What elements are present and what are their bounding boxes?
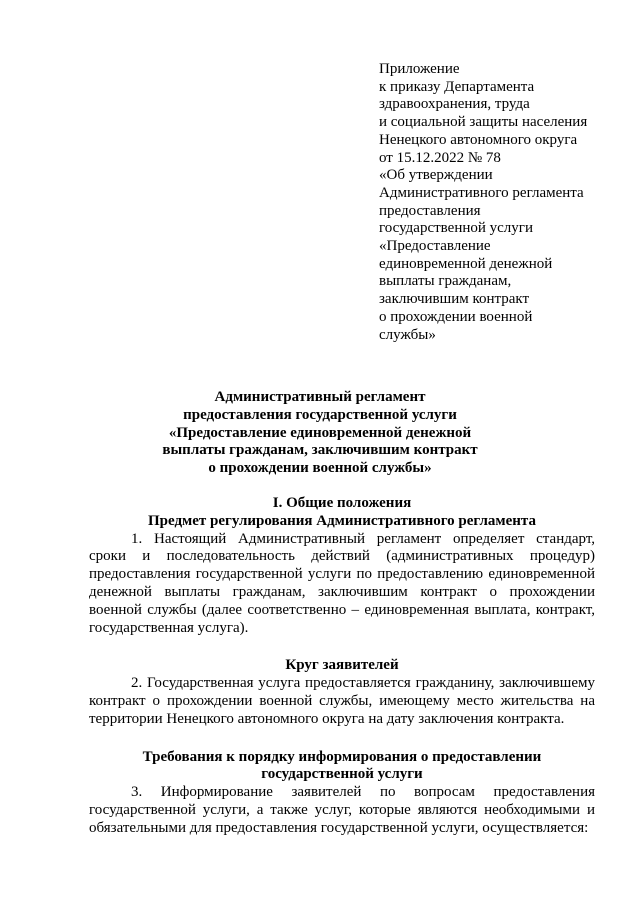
- informing-heading: [89, 749, 595, 785]
- section-subheading: Предмет регулирования Административного регламента: [148, 512, 536, 529]
- appendix-line: Приложение: [379, 61, 460, 77]
- appendix-line: здравоохранения, труда: [379, 96, 530, 113]
- appendix-line: единовременной денежной: [379, 255, 553, 272]
- document-title: [0, 389, 640, 478]
- appendix-line: выплаты гражданам,: [379, 273, 512, 290]
- appendix-line: государственной услуги: [379, 220, 533, 237]
- appendix-line: о прохождении военной: [379, 308, 533, 325]
- applicants-heading: Круг заявителей: [285, 657, 399, 674]
- title-line: выплаты гражданам, заключившим контракт: [162, 442, 478, 459]
- appendix-line: «Предоставление: [379, 238, 491, 255]
- title-line: Административный регламент: [214, 389, 426, 405]
- appendix-line: «Об утверждении: [379, 167, 493, 184]
- appendix-line: и социальной защиты населения: [379, 114, 588, 131]
- appendix-line: Административного регламента: [379, 184, 584, 201]
- appendix-block: [379, 61, 629, 344]
- appendix-line: к приказу Департамента: [379, 78, 535, 95]
- appendix-line: от 15.12.2022 № 78: [379, 149, 501, 166]
- document-body: [89, 495, 595, 838]
- paragraph-2: 2. Государственная услуга предоставляется гражданину, заключившему контракт о прохождении военной службы, имеющему место жительства на территории Ненецкого автономного округа на дату заключения контракта.: [89, 675, 595, 727]
- appendix-line: заключившим контракт: [379, 291, 530, 308]
- informing-heading-line: государственной услуги: [261, 766, 423, 783]
- title-line: предоставления государственной услуги: [183, 406, 457, 423]
- appendix-line: предоставления: [379, 202, 481, 219]
- paragraph-1: 1. Настоящий Административный регламент определяет стандарт, сроки и последовательность действий (административных процедур) предоставления государственной услуги по предоставлению единовременной денежной выплаты гражданам, заключившим контракт о прохождении военной службы (далее соответственно – единовременная выплата, контракт, государственная услуга).: [89, 530, 595, 636]
- title-line: о прохождении военной службы»: [208, 460, 432, 477]
- appendix-line: Ненецкого автономного округа: [379, 131, 578, 148]
- paragraph-3: 3. Информирование заявителей по вопросам предоставления государственной услуги, а также услуг, которые являются необходимыми и обязательными для предоставления государственной услуги, осуществляется:: [89, 784, 595, 836]
- informing-heading-line: Требования к порядку информирования о предоставлении: [142, 748, 542, 765]
- title-line: «Предоставление единовременной денежной: [168, 424, 472, 441]
- appendix-line: службы»: [379, 326, 436, 343]
- section-heading: I. Общие положения: [272, 495, 412, 511]
